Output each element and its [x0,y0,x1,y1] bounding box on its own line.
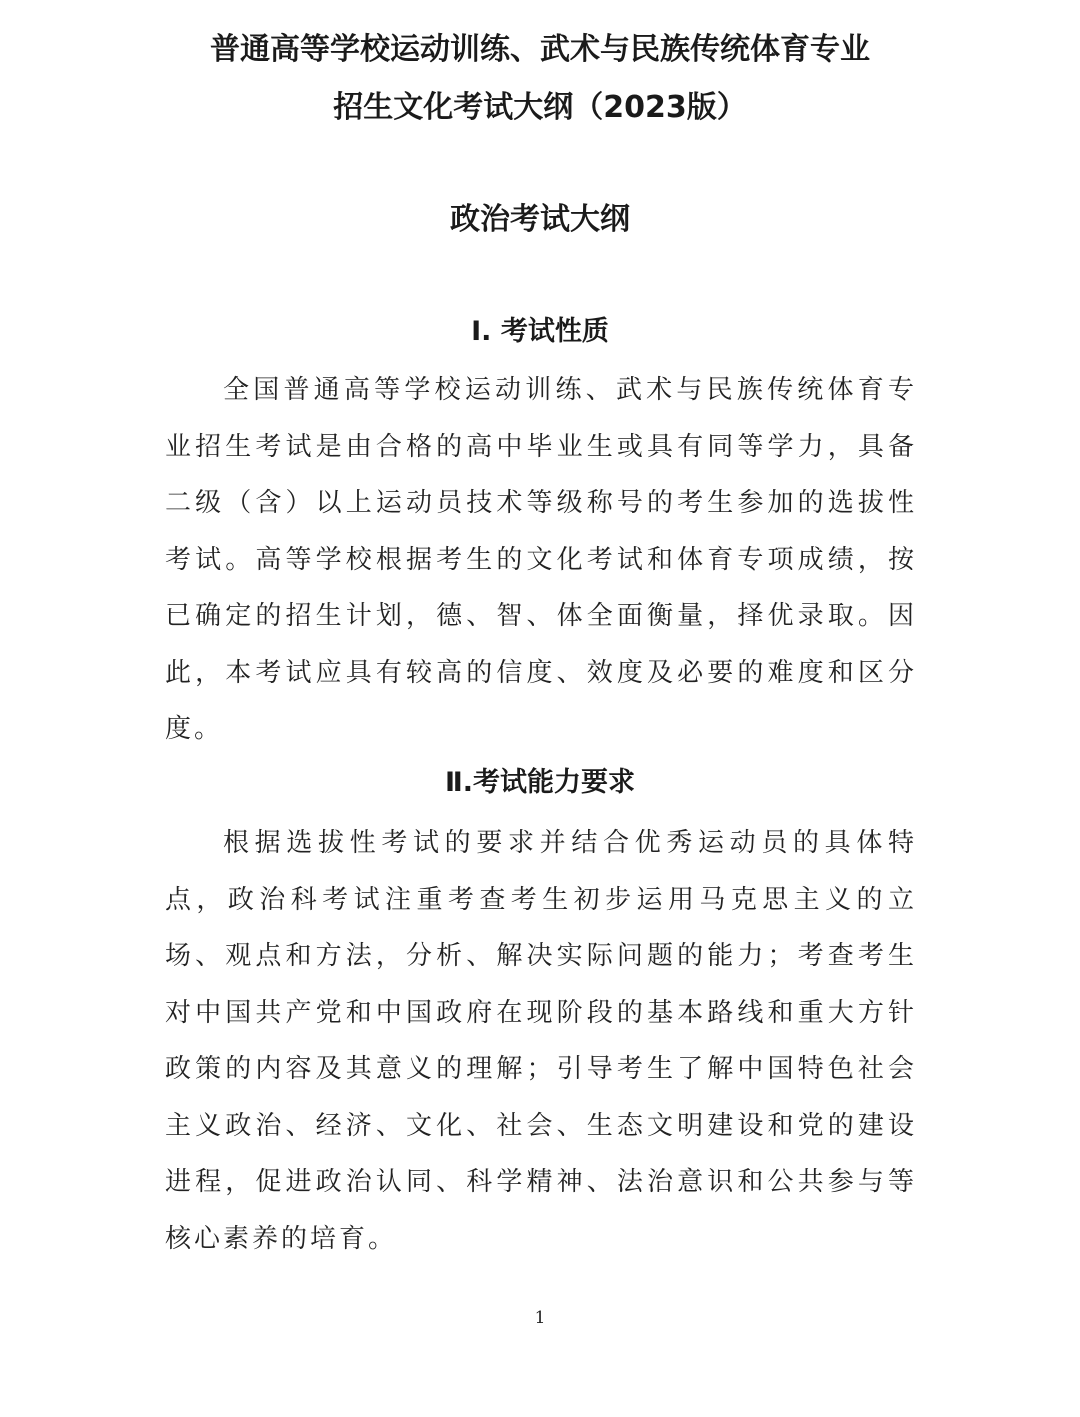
section-heading: Ⅰ. 考试性质 [471,316,609,347]
document-title-line-2: 招生文化考试大纲（2023版） [333,90,747,125]
section-paragraph: 根据选拔性考试的要求并结合优秀运动员的具体特点，政治科考试注重考查考生初步运用马克思主义的立场、观点和方法，分析、解决实际问题的能力；考查考生对中国共产党和中国政府在现阶段的基本路线和重大方针政策的内容及其意义的理解；引导考生了解中国特色社会主义政治、经济、文化、社会、生态文明建设和党的建设进程，促进政治认同、科学精神、法治意识和公共参与等核心素养的培育。 [165,828,917,1254]
section-paragraph: 全国普通高等学校运动训练、武术与民族传统体育专业招生考试是由合格的高中毕业生或具有同等学力，具备二级（含）以上运动员技术等级称号的考生参加的选拔性考试。高等学校根据考生的文化考试和体育专项成绩，按已确定的招生计划，德、智、体全面衡量，择优录取。因此，本考试应具有较高的信度、效度及必要的难度和区分度。 [165,375,917,744]
page-number: 1 [534,1308,546,1328]
section-heading: Ⅱ.考试能力要求 [444,767,636,798]
document-title-line-1: 普通高等学校运动训练、武术与民族传统体育专业 [210,32,870,67]
subject-title: 政治考试大纲 [450,202,630,237]
